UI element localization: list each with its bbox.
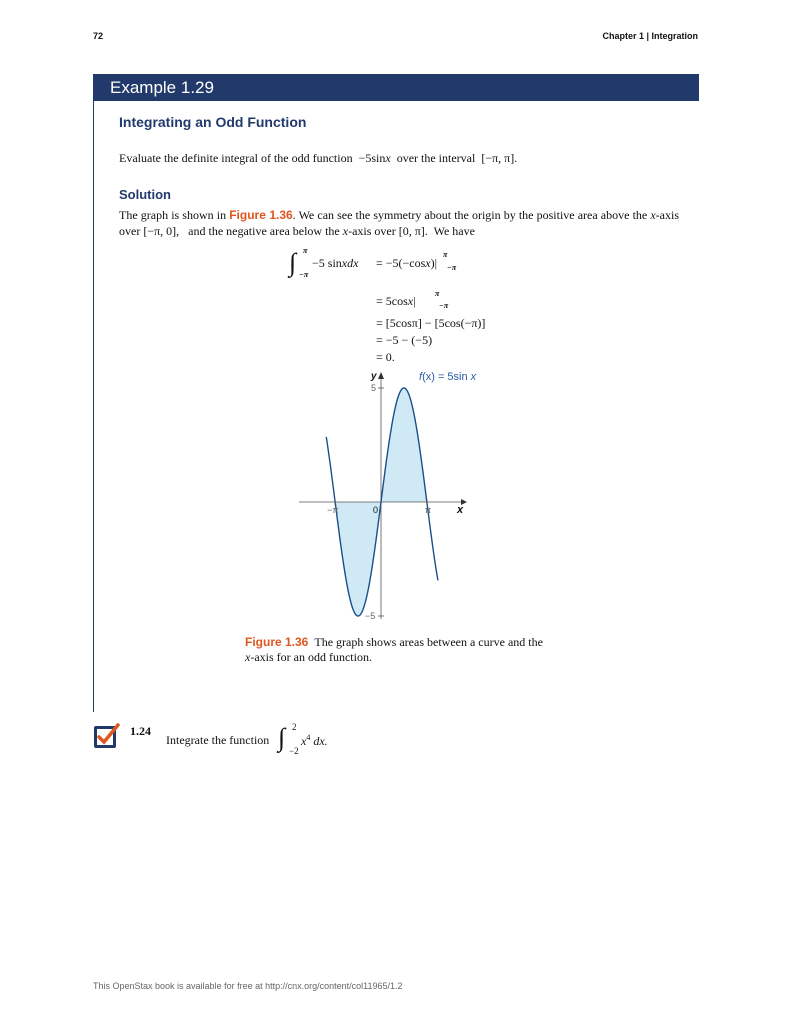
caption-figure-label: Figure 1.36 — [245, 635, 309, 649]
exercise-statement: Integrate the function ∫ 2 −2 $x^4$ dx. — [166, 722, 328, 756]
checkpoint-icon — [93, 722, 121, 750]
example-label-bar: Example 1.29 — [94, 74, 699, 101]
equation-line-1-rhs: = −5(−cosx)| — [376, 256, 438, 270]
y-axis-arrow — [378, 372, 384, 379]
y-tick-label: −5 — [365, 611, 376, 621]
problem-text-before: Evaluate the definite integral of the odd function — [119, 151, 353, 165]
function-label: f(x) = 5sin x — [419, 371, 477, 383]
equation-line-2: = 5cosx| π −π — [376, 289, 449, 310]
problem-interval: [−π, π]. — [481, 151, 518, 165]
problem-statement — [119, 151, 517, 166]
integrand: −5 sinxdx — [312, 256, 359, 270]
x-axis-label: x — [457, 504, 464, 516]
integral-sign: ∫ — [289, 248, 297, 277]
equation-line-3: = [5cosπ] − [5cos(−π)] — [376, 316, 486, 330]
figure-caption: Figure 1.36 The graph shows areas between a curve and the x-axis for an odd function. — [245, 635, 543, 664]
x-tick-label: 0 — [373, 505, 379, 515]
y-axis-label: y — [371, 371, 377, 382]
page-number: 72 — [93, 31, 104, 41]
chapter-header: Chapter 1 | Integration — [602, 31, 698, 41]
solution-text: The graph is shown in Figure 1.36. We can see the symmetry about the origin by the positive area above the x-axis over [−π, 0], and the negative area below the x-axis over [0, π]. We have — [119, 208, 679, 238]
equation-line-4: = −5 − (−5) — [376, 333, 433, 347]
line2-lower: −π — [439, 301, 449, 310]
integral-lower-limit: −π — [299, 270, 309, 279]
problem-function: −5sinx — [358, 151, 391, 165]
equation-line-5: = 0. — [376, 350, 395, 364]
exercise-number: 1.24 — [130, 724, 151, 738]
line2-upper: π — [435, 289, 440, 298]
line1-lower: −π — [447, 263, 457, 272]
integral-upper-limit: π — [303, 246, 308, 255]
solution-heading: Solution — [119, 187, 171, 202]
footer-text: This OpenStax book is available for free at http://cnx.org/content/col11965/1.2 — [93, 981, 403, 991]
example-box — [93, 74, 699, 712]
line1-upper: π — [443, 250, 448, 259]
exercise-upper: 2 — [292, 722, 297, 732]
problem-text-middle: over the interval — [396, 151, 476, 165]
figure-1-36-graph — [299, 369, 479, 624]
example-title: Integrating an Odd Function — [119, 114, 307, 130]
exercise-integral-sign: ∫ — [278, 723, 286, 752]
exercise-lower: −2 — [289, 746, 299, 756]
x-tick-label: π — [424, 505, 432, 515]
y-tick-label: 5 — [371, 383, 377, 393]
exercise-integrand: $x^4$ dx. — [301, 733, 328, 748]
figure-link[interactable]: Figure 1.36 — [229, 208, 293, 222]
x-tick-label: −π — [327, 505, 339, 515]
equation-line-1 — [289, 246, 589, 283]
